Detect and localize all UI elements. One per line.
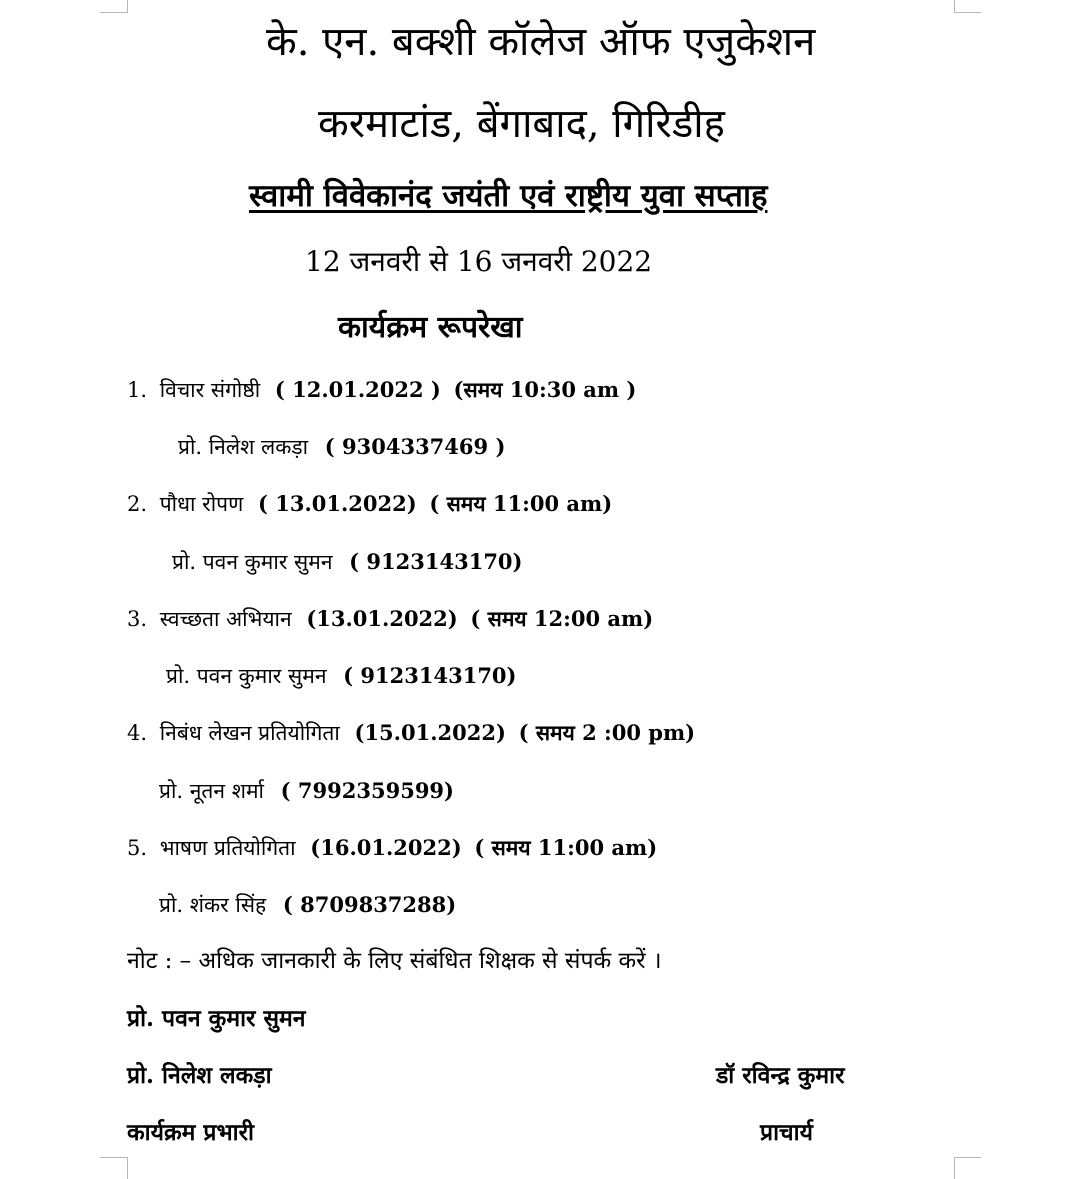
item-time: ( समय 12:00 am) [470, 606, 654, 631]
item-title: स्वच्छता अभियान [159, 607, 292, 631]
principal-role: प्राचार्य [760, 1119, 813, 1146]
programme-item [127, 720, 695, 746]
coordinator-phone: ( 9123143170) [343, 663, 517, 688]
programme-item [127, 377, 636, 403]
item-number: 3. [127, 607, 148, 631]
item-coordinator [159, 892, 456, 918]
coordinator-name: प्रो. शंकर सिंह [159, 893, 267, 917]
item-time: ( समय 11:00 am) [429, 491, 613, 516]
college-address: करमाटांड, बेंगाबाद, गिरिडीह [318, 101, 725, 147]
contact-note: नोट : – अधिक जानकारी के लिए संबंधित शिक्षक से संपर्क करें । [127, 948, 662, 974]
page-corner-mark-top-right [954, 0, 981, 13]
item-date: ( 12.01.2022 ) [274, 377, 441, 402]
principal-name: डॉ रविन्द्र कुमार [716, 1062, 845, 1089]
page-corner-mark-bottom-left [100, 1157, 128, 1179]
event-dates: 12 जनवरी से 16 जनवरी 2022 [305, 245, 653, 278]
item-time: ( समय 11:00 am) [474, 835, 658, 860]
event-title: स्वामी विवेकानंद जयंती एवं राष्ट्रीय युवा सप्ताह [249, 178, 768, 214]
page-corner-mark-top-left [100, 0, 128, 13]
item-date: (13.01.2022) [306, 606, 458, 631]
item-date: (16.01.2022) [310, 835, 462, 860]
coordinator-phone: ( 7992359599) [280, 778, 454, 803]
programme-item [127, 835, 657, 861]
signatory-role-coordinator: कार्यक्रम प्रभारी [127, 1119, 254, 1146]
item-coordinator [178, 434, 505, 460]
item-number: 5. [127, 836, 148, 860]
item-date: ( 13.01.2022) [257, 491, 417, 516]
item-number: 4. [127, 721, 148, 745]
programme-heading: कार्यक्रम रूपरेखा [338, 310, 523, 345]
coordinator-phone: ( 9304337469 ) [324, 434, 506, 459]
item-title: भाषण प्रतियोगिता [159, 836, 296, 860]
signatory-name-1: प्रो. पवन कुमार सुमन [127, 1005, 306, 1032]
coordinator-name: प्रो. नूतन शर्मा [159, 779, 264, 803]
page-corner-mark-bottom-right [954, 1157, 981, 1179]
coordinator-name: प्रो. पवन कुमार सुमन [166, 664, 327, 688]
item-coordinator [166, 663, 516, 689]
programme-item [127, 491, 612, 517]
item-date: (15.01.2022) [354, 720, 506, 745]
item-title: पौधा रोपण [159, 492, 244, 516]
coordinator-name: प्रो. निलेश लकड़ा [178, 435, 309, 459]
item-coordinator [159, 778, 454, 804]
item-title: विचार संगोष्ठी [159, 378, 261, 402]
college-name: के. एन. बक्शी कॉलेज ऑफ एजुकेशन [266, 19, 816, 65]
signatory-name-2: प्रो. निलेश लकड़ा [127, 1062, 272, 1089]
item-number: 1. [127, 378, 148, 402]
item-time: (समय 10:30 am ) [453, 377, 637, 402]
coordinator-phone: ( 8709837288) [282, 892, 457, 917]
item-number: 2. [127, 492, 148, 516]
item-time: ( समय 2 :00 pm) [518, 720, 696, 745]
item-coordinator [172, 549, 522, 575]
coordinator-name: प्रो. पवन कुमार सुमन [172, 550, 333, 574]
item-title: निबंध लेखन प्रतियोगिता [159, 721, 340, 745]
programme-item [127, 606, 653, 632]
coordinator-phone: ( 9123143170) [349, 549, 523, 574]
